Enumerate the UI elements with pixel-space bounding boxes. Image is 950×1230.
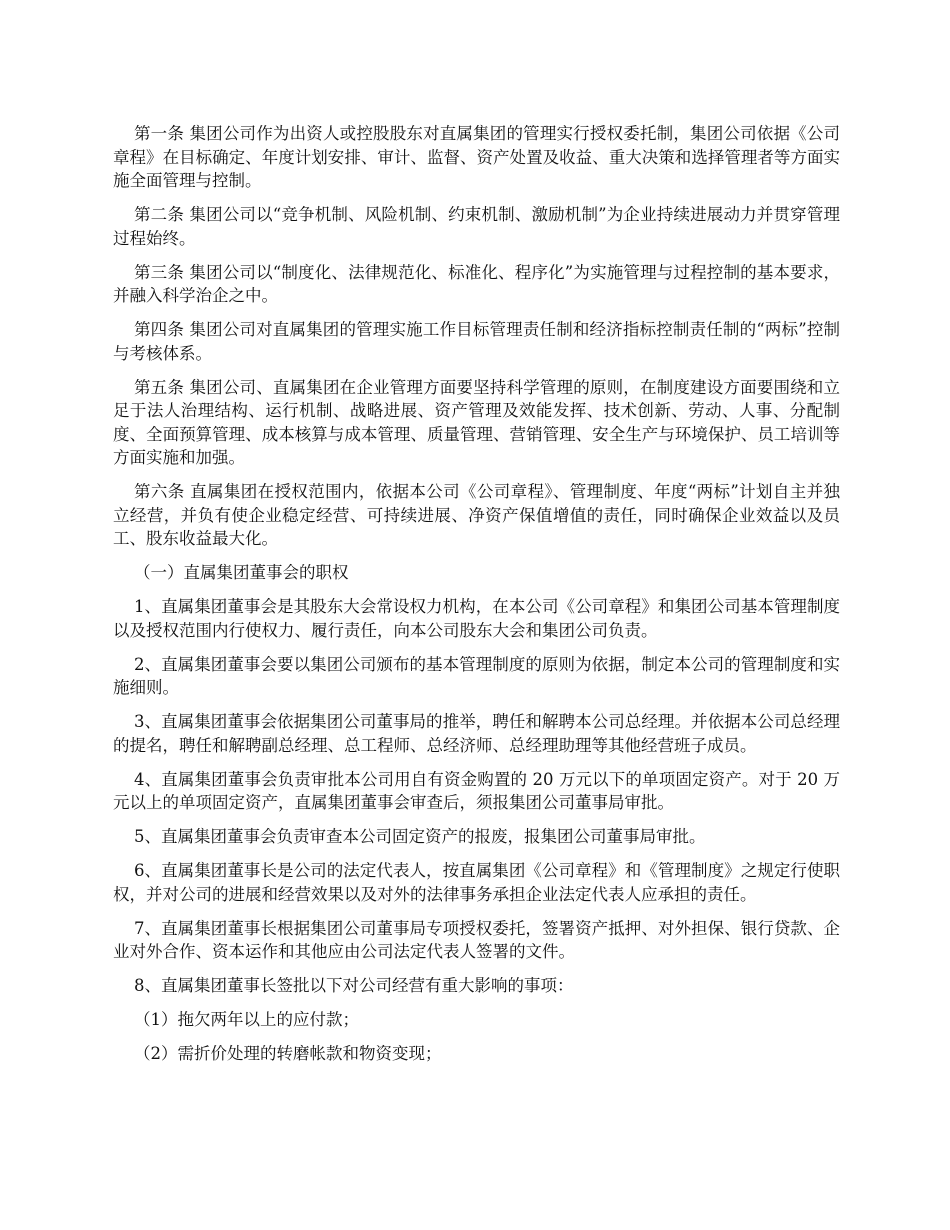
duty-item-5: 5、直属集团董事会负责审查本公司固定资产的报废，报集团公司董事局审批。 (133, 827, 706, 846)
duty-item-7: 7、直属集团董事长根据集团公司董事局专项授权委托，签署资产抵押、对外担保、银行贷款、企业对外合作、资本运作和其他应由公司法定代表人签署的文件。 (113, 918, 840, 961)
document-page (113, 122, 840, 1076)
duty-item-4: 4、直属集团董事会负责审批本公司用自有资金购置的 20 万元以下的单项固定资产。对于 20 万元以上的单项固定资产，直属集团董事会审查后，须报集团公司董事局审批。 (113, 769, 840, 812)
article-1-paragraph: 第一条 集团公司作为出资人或控股股东对直属集团的管理实行授权委托制，集团公司依据《公司章程》在目标确定、年度计划安排、审计、监督、资产处置及收益、重大决策和选择管理者等方面实施全面管理与控制。 (113, 124, 840, 190)
duty-item-3: 3、直属集团董事会依据集团公司董事局的推举，聘任和解聘本公司总经理。并依据本公司总经理的提名，聘任和解聘副总经理、总工程师、总经济师、总经理助理等其他经营班子成员。 (113, 712, 840, 755)
sub-item-2: （2）需折价处理的转磨帐款和物资变现； (133, 1044, 442, 1063)
article-6-paragraph: 第六条 直属集团在授权范围内，依据本公司《公司章程》、管理制度、年度“两标”计划自主并独立经营，并负有使企业稳定经营、可持续进展、净资产保值增值的责任，同时确保企业效益以及员工、股东收益最大化。 (113, 482, 840, 548)
sub-item-1: （1）拖欠两年以上的应付款； (133, 1010, 359, 1029)
article-3-paragraph: 第三条 集团公司以“制度化、法律规范化、标准化、程序化”为实施管理与过程控制的基本要求，并融入科学治企之中。 (113, 262, 840, 305)
duty-item-6: 6、直属集团董事长是公司的法定代表人，按直属集团《公司章程》和《管理制度》之规定行使职权，并对公司的进展和经营效果以及对外的法律事务承担企业法定代表人应承担的责任。 (113, 861, 840, 904)
article-2-paragraph: 第二条 集团公司以“竞争机制、风险机制、约束机制、激励机制”为企业持续进展动力并贯穿管理过程始终。 (113, 205, 840, 248)
article-5-paragraph: 第五条 集团公司、直属集团在企业管理方面要坚持科学管理的原则，在制度建设方面要围绕和立足于法人治理结构、运行机制、战略进展、资产管理及效能发挥、技术创新、劳动、人事、分配制度、全面预算管理、成本核算与成本管理、质量管理、营销管理、安全生产与环境保护、员工培训等方面实施和加强。 (113, 377, 840, 467)
article-4-paragraph: 第四条 集团公司对直属集团的管理实施工作目标管理责任制和经济指标控制责任制的“两标”控制与考核体系。 (113, 320, 840, 363)
duty-item-2: 2、直属集团董事会要以集团公司颁布的基本管理制度的原则为依据，制定本公司的管理制度和实施细则。 (113, 654, 840, 697)
section-heading-board-duties: （一）直属集团董事会的职权 (133, 563, 349, 582)
duty-item-8: 8、直属集团董事长签批以下对公司经营有重大影响的事项： (133, 976, 574, 995)
duty-item-1: 1、直属集团董事会是其股东大会常设权力机构，在本公司《公司章程》和集团公司基本管理制度以及授权范围内行使权力、履行责任，向本公司股东大会和集团公司负责。 (113, 597, 840, 640)
